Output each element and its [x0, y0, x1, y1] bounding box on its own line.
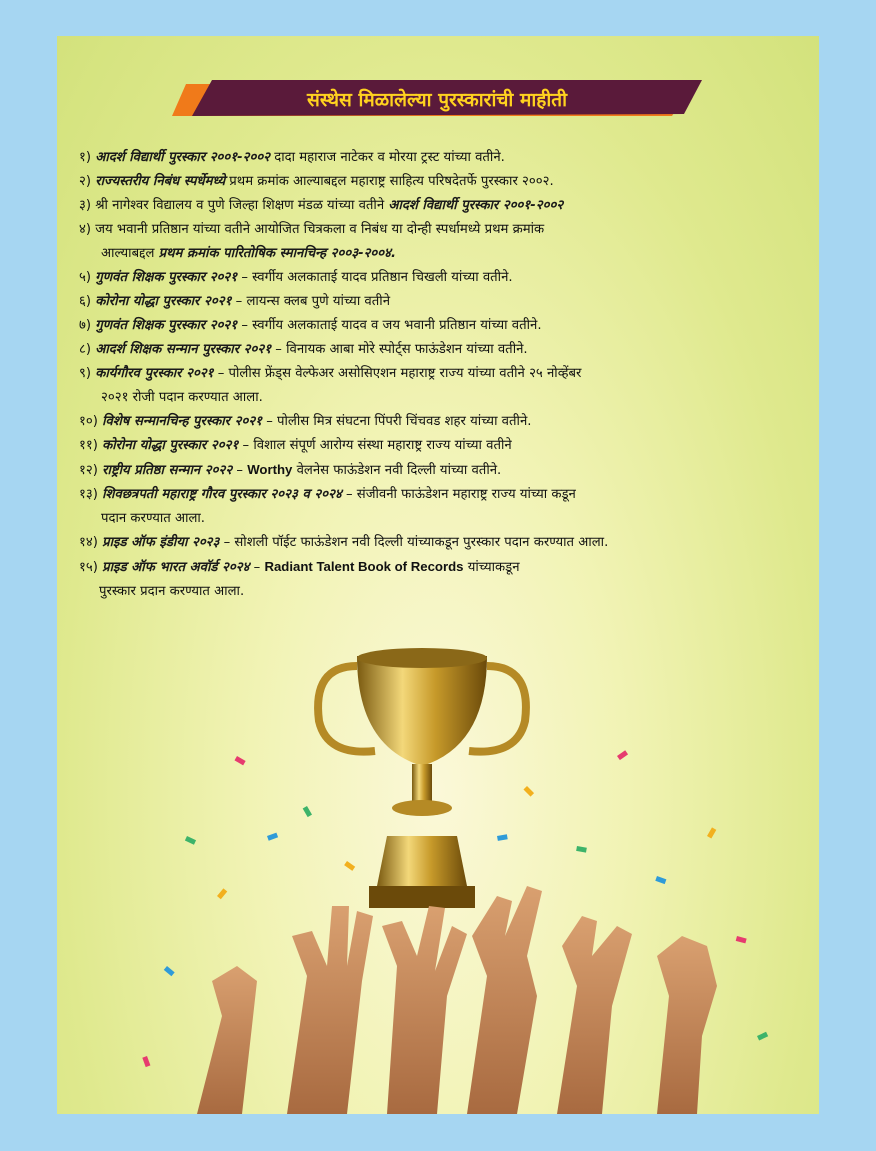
award-detail: – स्वर्गीय अलकाताई यादव व जय भवानी प्रतिष्ठान यांच्या वतीने.: [237, 318, 542, 333]
list-item: [79, 170, 804, 194]
item-number: ११): [79, 438, 98, 453]
award-detail: दादा महाराज नाटेकर व मोरया ट्रस्ट यांच्या वतीने.: [270, 150, 505, 165]
award-detail: वेलनेस फाऊंडेशन नवी दिल्ली यांच्या वतीने.: [292, 463, 502, 478]
list-item-continuation: [79, 507, 804, 531]
item-number: ६): [79, 294, 92, 309]
award-name: शिवछत्रपती महाराष्ट्र गौरव पुरस्कार २०२३ व २०२४: [102, 487, 342, 502]
trophy-icon: [318, 648, 526, 908]
list-item: [79, 266, 804, 290]
award-detail: पदान करण्यात आला.: [101, 511, 206, 526]
list-item: [79, 555, 804, 580]
award-detail: आल्याबद्दल: [101, 246, 159, 261]
list-item-continuation: [79, 386, 804, 410]
award-detail: – स्वर्गीय अलकाताई यादव प्रतिष्ठान चिखली यांच्या वतीने.: [237, 270, 513, 285]
poster: [57, 36, 819, 1114]
list-item-continuation: [79, 242, 804, 266]
award-name: गुणवंत शिक्षक पुरस्कार २०२१: [95, 318, 238, 333]
item-number: ७): [79, 318, 92, 333]
award-detail: – विशाल संपूर्ण आरोग्य संस्था महाराष्ट्र राज्य यांच्या वतीने: [238, 438, 512, 453]
list-item: [79, 362, 804, 386]
list-item: [79, 531, 804, 555]
award-detail: श्री नागेश्वर विद्यालय व पुणे जिल्हा शिक्षण मंडळ यांच्या वतीने: [91, 198, 389, 213]
list-item: [79, 194, 804, 218]
award-detail: जय भवानी प्रतिष्ठान यांच्या वतीने आयोजित चित्रकला व निबंध या दोन्ही स्पर्धामध्ये प्रथम क्रमांक: [91, 222, 545, 237]
award-name: राज्यस्तरीय निबंध स्पर्धेमध्ये: [95, 174, 226, 189]
award-name: प्राइड ऑफ भारत अवॉर्ड २०२४: [102, 560, 250, 575]
item-number: ८): [79, 342, 92, 357]
award-name: राष्ट्रीय प्रतिष्ठा सन्मान २०२२: [102, 463, 233, 478]
award-detail: २०२१ रोजी पदान करण्यात आला.: [101, 390, 263, 405]
title-banner: [172, 80, 702, 120]
list-item: [79, 146, 804, 170]
list-item: [79, 483, 804, 507]
award-detail-latin: Radiant Talent Book of Records: [264, 559, 464, 574]
item-number: ९): [79, 366, 92, 381]
award-detail: – संजीवनी फाऊंडेशन महाराष्ट्र राज्य यांच्या कडून: [341, 487, 576, 502]
item-number: १०): [79, 414, 98, 429]
list-item: [79, 434, 804, 458]
award-detail: – विनायक आबा मोरे स्पोर्ट्स फाऊंडेशन यांच्या वतीने.: [271, 342, 528, 357]
award-detail: –: [232, 463, 248, 478]
award-detail: – सोशली पॉईट फाऊंडेशन नवी दिल्ली यांच्याकडून पुरस्कार पदान करण्यात आला.: [219, 535, 609, 550]
list-item: [79, 338, 804, 362]
list-item: [79, 458, 804, 483]
award-name: आदर्श विद्यार्थी पुरस्कार २००१-२००२: [95, 150, 271, 165]
award-name: प्रथम क्रमांक पारितोषिक स्मानचिन्ह २००३-२००४.: [158, 246, 397, 261]
item-number: १५): [79, 560, 98, 575]
raised-hands: [197, 886, 717, 1114]
awards-list: [79, 146, 804, 604]
item-number: १४): [79, 535, 98, 550]
award-name: कार्यगौरव पुरस्कार २०२१: [95, 366, 214, 381]
item-number: २): [79, 174, 92, 189]
award-name: कोरोना योद्धा पुरस्कार २०२१: [95, 294, 232, 309]
award-detail: –: [249, 560, 265, 575]
award-detail-latin: Worthy: [247, 462, 293, 477]
trophy-illustration: [57, 636, 819, 1114]
item-number: ४): [79, 222, 92, 237]
award-name: कोरोना योद्धा पुरस्कार २०२१: [102, 438, 239, 453]
list-item: [79, 218, 804, 242]
award-detail: यांच्याकडून: [463, 560, 520, 575]
award-detail: – पोलीस फ्रेंड्स वेल्फेअर असोसिएशन महाराष्ट्र राज्य यांच्या वतीने २५ नोव्हेंबर: [213, 366, 582, 381]
item-number: १२): [79, 463, 98, 478]
item-number: ३): [79, 198, 92, 213]
list-item: [79, 410, 804, 434]
award-name: आदर्श शिक्षक सन्मान पुरस्कार २०२१: [95, 342, 272, 357]
item-number: ५): [79, 270, 92, 285]
award-name: गुणवंत शिक्षक पुरस्कार २०२१: [95, 270, 238, 285]
award-name: आदर्श विद्यार्थी पुरस्कार २००१-२००२: [388, 198, 564, 213]
award-name: विशेष सन्मानचिन्ह पुरस्कार २०२१: [102, 414, 263, 429]
award-detail: प्रथम क्रमांक आल्याबद्दल महाराष्ट्र साहित्य परिषदेतर्फे पुरस्कार २००२.: [225, 174, 554, 189]
list-item: [79, 290, 804, 314]
award-detail: पुरस्कार प्रदान करण्यात आला.: [99, 584, 245, 599]
list-item: [79, 314, 804, 338]
award-name: प्राइड ऑफ इंडीया २०२३: [102, 535, 220, 550]
page-title: संस्थेस मिळालेल्या पुरस्कारांची माहीती: [306, 89, 568, 111]
item-number: १): [79, 150, 92, 165]
list-item-continuation: [79, 580, 804, 604]
award-detail: – पोलीस मित्र संघटना पिंपरी चिंचवड शहर यांच्या वतीने.: [262, 414, 532, 429]
award-detail: – लायन्स क्लब पुणे यांच्या वतीने: [231, 294, 391, 309]
item-number: १३): [79, 487, 98, 502]
